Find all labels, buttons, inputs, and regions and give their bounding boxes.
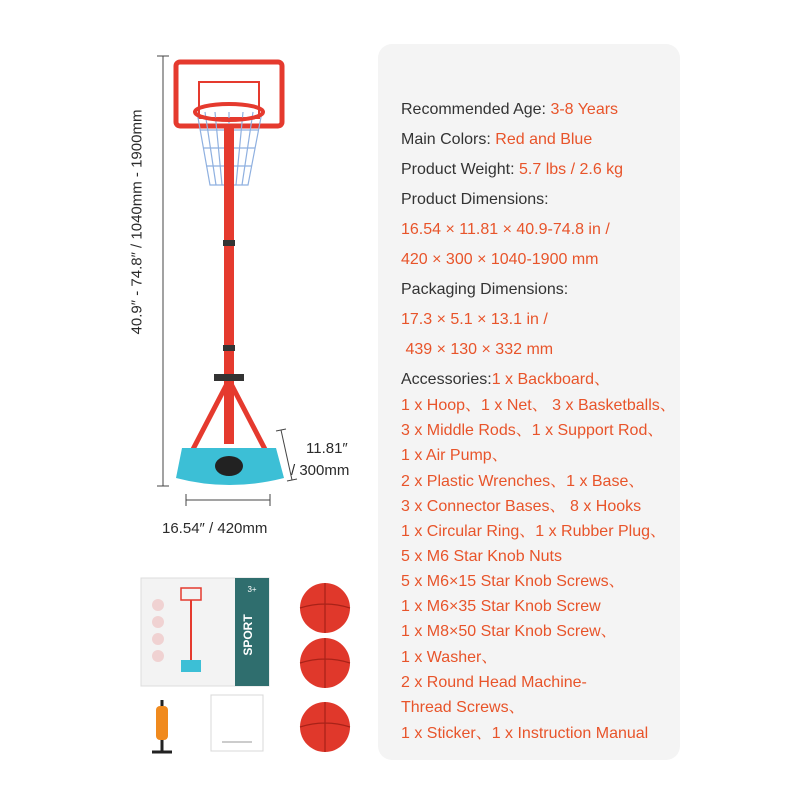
depth-dimension-mm: / 300mm	[291, 462, 350, 479]
accessory-line: 1 x Circular Ring、1 x Rubber Plug、	[401, 523, 666, 540]
accessory-line: 2 x Plastic Wrenches、1 x Base、	[401, 473, 645, 490]
spec-weight-value: 5.7 lbs / 2.6 kg	[519, 161, 624, 178]
spec-age	[401, 100, 618, 120]
depth-dimension-inches: 11.81″	[306, 440, 348, 457]
accessory-line: 3 x Middle Rods、1 x Support Rod、	[401, 422, 664, 439]
package-box	[141, 578, 269, 686]
spec-colors	[401, 130, 592, 150]
basketball	[300, 583, 350, 633]
product-illustration	[0, 0, 370, 800]
spec-colors-value: Red and Blue	[495, 131, 593, 148]
instruction-manual	[211, 695, 263, 751]
accessory-line: Thread Screws、	[401, 699, 525, 716]
accessory-line: 1 x Sticker、1 x Instruction Manual	[401, 725, 649, 742]
accessory-line: 3 x Connector Bases、 8 x Hooks	[401, 498, 642, 515]
pole	[224, 124, 234, 444]
accessory-line: 2 x Round Head Machine-	[401, 674, 587, 691]
accessory-line: 1 x Hoop、1 x Net、 3 x Basketballs、	[401, 397, 676, 414]
spec-age-value: 3-8 Years	[550, 101, 619, 118]
width-dimension-label: 16.54″ / 420mm	[162, 520, 268, 537]
air-pump	[152, 700, 172, 752]
spec-weight	[401, 160, 623, 180]
spec-age-label: Recommended Age:	[401, 101, 546, 118]
accessory-line: 1 x M8×50 Star Knob Screw、	[401, 623, 617, 640]
spec-colors-label: Main Colors:	[401, 131, 491, 148]
spec-package-dims-in: 17.3 × 5.1 × 13.1 in /	[401, 311, 548, 328]
height-dimension-label: 40.9″ - 74.8″ / 1040mm - 1900mm	[128, 109, 146, 335]
width-dimension-line	[186, 494, 270, 506]
spec-accessories-label: Accessories:	[401, 371, 492, 388]
basketball	[300, 638, 350, 688]
spec-package-dims-mm: 439 × 130 × 332 mm	[401, 341, 554, 358]
accessory-line: 1 x Backboard、	[491, 371, 610, 388]
accessory-line: 1 x M6×35 Star Knob Screw	[401, 598, 601, 615]
spec-accessories	[401, 370, 610, 390]
spec-product-dims-label: Product Dimensions:	[401, 191, 549, 208]
spec-package-dims-label: Packaging Dimensions:	[401, 281, 569, 298]
hoop-drawing	[0, 0, 370, 800]
height-dimension-line	[157, 56, 169, 486]
box-brand-text: SPORT	[241, 614, 255, 656]
spec-product-dims-mm: 420 × 300 × 1040-1900 mm	[401, 251, 599, 268]
accessory-line: 1 x Air Pump、	[401, 447, 508, 464]
accessory-line: 5 x M6 Star Knob Nuts	[401, 548, 562, 565]
box-age-badge: 3+	[247, 585, 257, 594]
spec-product-dims-in: 16.54 × 11.81 × 40.9-74.8 in /	[401, 221, 610, 238]
spec-weight-label: Product Weight:	[401, 161, 515, 178]
accessory-line: 1 x Washer、	[401, 649, 498, 666]
basketball	[300, 702, 350, 752]
accessory-line: 5 x M6×15 Star Knob Screws、	[401, 573, 625, 590]
